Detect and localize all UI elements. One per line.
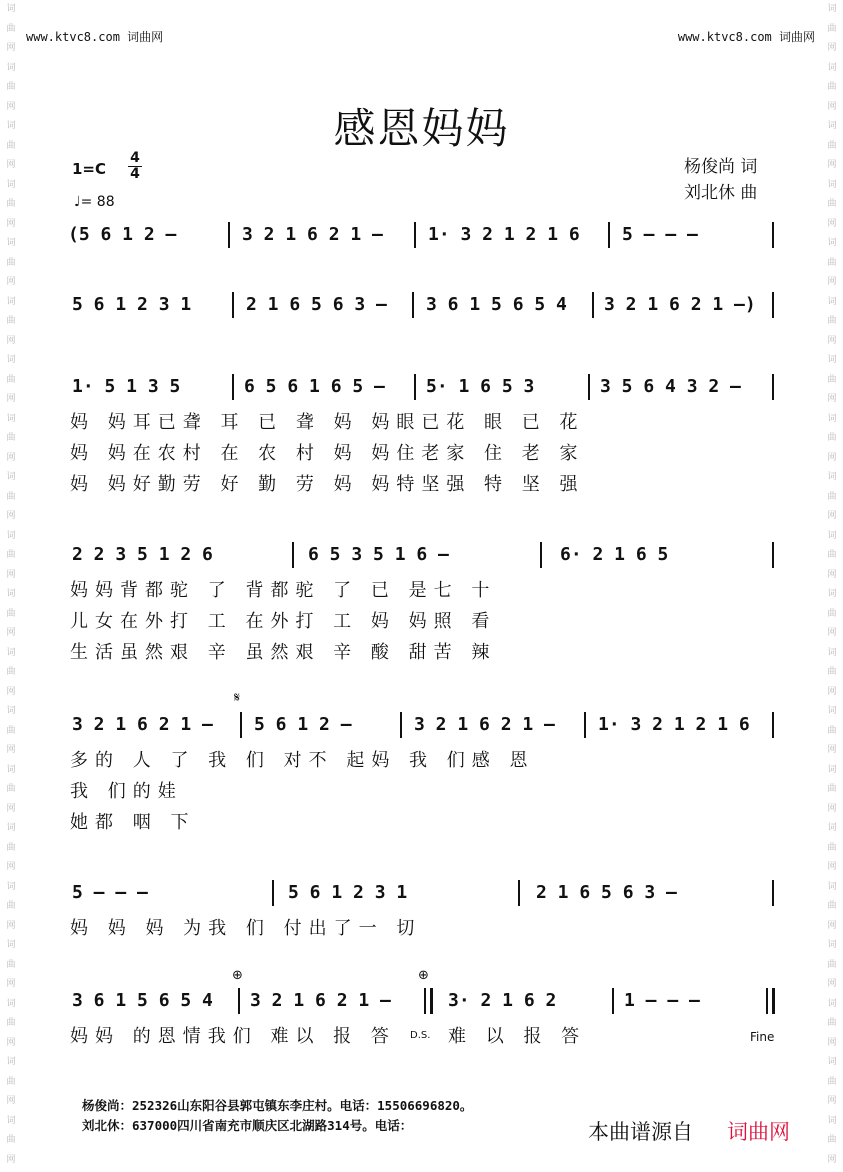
- measure-10: 6 5 6 1 6 5 –: [244, 376, 385, 397]
- measure-22: 2 1 6 5 6 3 –: [536, 882, 677, 903]
- lyric-verse-1: 多的 人 了 我 们 对不 起妈 我 们感 恩: [70, 750, 535, 771]
- barline: [540, 542, 542, 568]
- segno-icon: 𝄋: [234, 690, 241, 706]
- time-signature: [128, 151, 142, 182]
- coda-icon: ⊕: [232, 968, 243, 983]
- barline: [608, 222, 610, 248]
- composer-credit: 刘北休 曲: [684, 183, 758, 203]
- measure-19: 1· 3 2 1 2 1 6: [598, 714, 750, 735]
- barline: [766, 988, 768, 1014]
- lyric-verse-1: 妈妈背都驼 了 背都驼 了 已 是七 十: [70, 580, 497, 601]
- barline: [232, 292, 234, 318]
- barline: [772, 292, 774, 318]
- barline: [424, 988, 426, 1014]
- ds-marking: D.S.: [410, 1030, 431, 1041]
- barline: [414, 222, 416, 248]
- measure-2: 3 2 1 6 2 1 –: [242, 224, 383, 245]
- lyric-verse-3: 生活虽然艰 辛 虽然艰 辛 酸 甜苦 辣: [70, 642, 497, 663]
- lyric-verse-1: 妈 妈耳已聋 耳 已 聋 妈 妈眼已花 眼 已 花: [70, 412, 585, 433]
- lyric-verse-3: 妈 妈好勤劳 好 勤 劳 妈 妈特坚强 特 坚 强: [70, 474, 585, 495]
- lyric-verse-2: 我 们的娃: [70, 781, 183, 802]
- time-signature-top: 4: [130, 150, 140, 166]
- measure-8: 3 2 1 6 2 1 –): [604, 294, 756, 315]
- barline-double: [430, 988, 433, 1014]
- source-prefix: 本曲谱源自: [588, 1120, 693, 1144]
- fine-marking: Fine: [750, 1030, 775, 1044]
- barline: [412, 292, 414, 318]
- measure-12: 3 5 6 4 3 2 –: [600, 376, 741, 397]
- barline: [592, 292, 594, 318]
- barline: [772, 712, 774, 738]
- watermark-right: 词 曲 网 词 曲 网 词 曲 网 词 曲 网 词 曲 网 词 曲 网 词 曲 网 词 曲 网 词 曲 网 词 曲 网 词 曲 网 词 曲 网 词 曲 网 词 曲 网 词 曲 网 词 曲 网 词 曲 网 词 曲 网 词 曲 网 词 曲 网: [827, 4, 837, 1165]
- barline: [228, 222, 230, 248]
- measure-4: 5 – – –: [622, 224, 698, 245]
- tempo-marking: ♩= 88: [74, 194, 115, 210]
- lyric-verse-2: 儿女在外打 工 在外打 工 妈 妈照 看: [70, 611, 497, 632]
- lyricist-credit: 杨俊尚 词: [684, 157, 758, 177]
- barline: [238, 988, 240, 1014]
- barline: [772, 880, 774, 906]
- barline: [588, 374, 590, 400]
- measure-11: 5· 1 6 5 3: [426, 376, 535, 397]
- measure-16: 3 2 1 6 2 1 –: [72, 714, 213, 735]
- measure-3: 1· 3 2 1 2 1 6: [428, 224, 580, 245]
- measure-24: 3 2 1 6 2 1 –: [250, 990, 391, 1011]
- measure-23: 3 6 1 5 6 5 4: [72, 990, 213, 1011]
- barline: [518, 880, 520, 906]
- coda-icon: ⊕: [418, 968, 429, 983]
- lyric-verse-3: 她都 咽 下: [70, 812, 196, 833]
- barline: [292, 542, 294, 568]
- measure-15: 6· 2 1 6 5: [560, 544, 669, 565]
- key-signature: 1=C: [72, 160, 107, 178]
- lyric-verse-1: 妈 妈 妈 为我 们 付出了一 切: [70, 918, 422, 939]
- measure-13: 2 2 3 5 1 2 6: [72, 544, 213, 565]
- measure-9: 1· 5 1 3 5: [72, 376, 181, 397]
- barline: [400, 712, 402, 738]
- measure-6: 2 1 6 5 6 3 –: [246, 294, 387, 315]
- header-site-left[interactable]: www.ktvc8.com 词曲网: [26, 30, 164, 44]
- barline: [772, 374, 774, 400]
- barline: [772, 542, 774, 568]
- footer-lyricist-contact: 杨俊尚：252326山东阳谷县郭屯镇东李庄村。电话：15506696820。: [82, 1098, 473, 1113]
- header-site-right[interactable]: www.ktvc8.com 词曲网: [677, 30, 815, 44]
- barline: [584, 712, 586, 738]
- measure-5: 5 6 1 2 3 1: [72, 294, 192, 315]
- measure-25: 3· 2 1 6 2: [448, 990, 557, 1011]
- time-signature-bottom: 4: [128, 166, 142, 182]
- song-title: 感恩妈妈: [333, 104, 510, 153]
- source-brand-link[interactable]: 词曲网: [727, 1120, 790, 1144]
- measure-18: 3 2 1 6 2 1 –: [414, 714, 555, 735]
- barline: [240, 712, 242, 738]
- measure-20: 5 – – –: [72, 882, 148, 903]
- watermark-left: 词 曲 网 词 曲 网 词 曲 网 词 曲 网 词 曲 网 词 曲 网 词 曲 网 词 曲 网 词 曲 网 词 曲 网 词 曲 网 词 曲 网 词 曲 网 词 曲 网 词 曲 网 词 曲 网 词 曲 网 词 曲 网 词 曲 网 词 曲 网: [6, 4, 16, 1165]
- barline-final: [772, 988, 775, 1014]
- lyric-verse-2: 妈 妈在农村 在 农 村 妈 妈住老家 住 老 家: [70, 443, 585, 464]
- barline: [414, 374, 416, 400]
- measure-21: 5 6 1 2 3 1: [288, 882, 408, 903]
- measure-1: (5 6 1 2 –: [68, 224, 177, 245]
- lyric-verse-1: 妈妈 的恩情我们 难以 报 答: [70, 1026, 396, 1047]
- barline: [232, 374, 234, 400]
- footer-composer-contact: 刘北休：637000四川省南充市顺庆区北湖路314号。电话：: [82, 1118, 413, 1133]
- barline: [612, 988, 614, 1014]
- lyric-coda: 难 以 报 答: [448, 1026, 587, 1047]
- measure-26: 1 – – –: [624, 990, 700, 1011]
- barline: [272, 880, 274, 906]
- measure-14: 6 5 3 5 1 6 –: [308, 544, 449, 565]
- barline: [772, 222, 774, 248]
- measure-17: 5 6 1 2 –: [254, 714, 352, 735]
- measure-7: 3 6 1 5 6 5 4: [426, 294, 567, 315]
